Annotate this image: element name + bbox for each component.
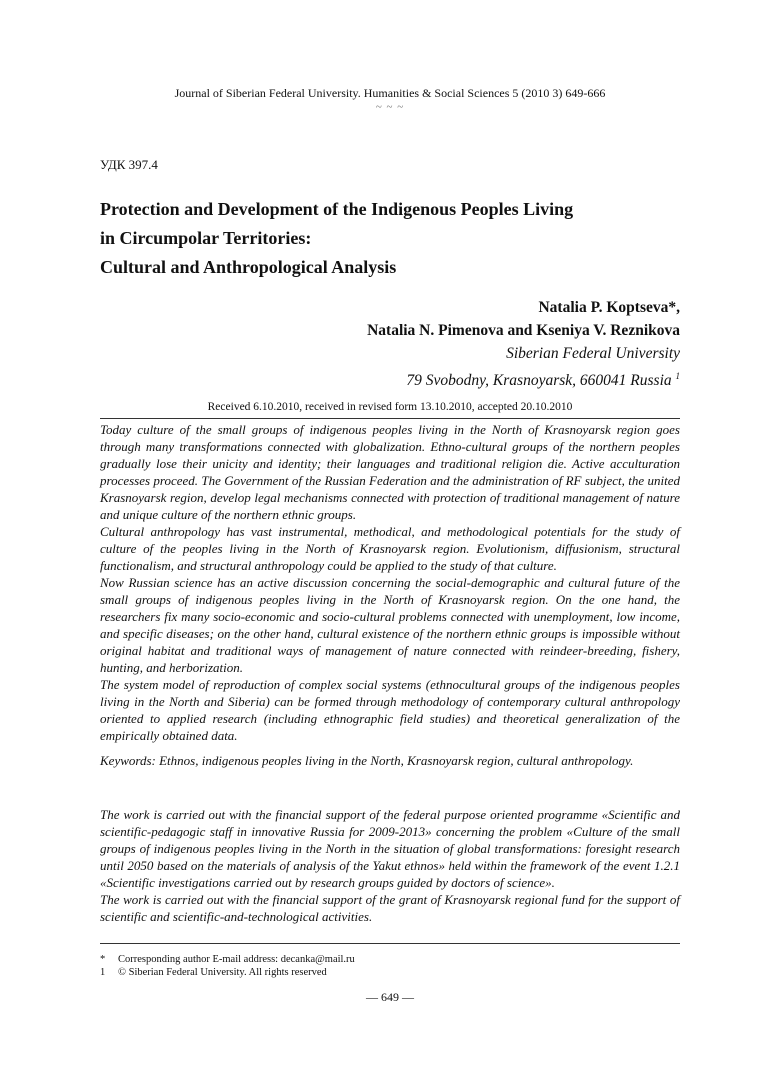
footnote-mark: *: [100, 954, 106, 965]
abstract-paragraph-2: Cultural anthropology has vast instrumental, methodical, and methodological potentials for the study of culture of the peoples living in the North of Krasnoyarsk region. Evolutionism, diffusionism, structural functionalism, and structural anthropology could be applied to the study of that culture.: [100, 524, 680, 573]
author-line-2: Natalia N. Pimenova and Kseniya V. Reznikova: [367, 322, 680, 339]
footnote-rule: [100, 943, 680, 944]
footnote-text: Corresponding author E-mail address: decanka@mail.ru: [118, 954, 355, 965]
title-line-2: in Circumpolar Territories:: [100, 228, 312, 248]
author-line-1: Natalia P. Koptseva*,: [538, 299, 680, 316]
footnote-mark: 1: [100, 967, 106, 978]
address: 79 Svobodny, Krasnoyarsk, 660041 Russia: [406, 372, 672, 390]
header-ornament: ~ ~ ~: [375, 101, 405, 113]
address-footnote-mark: 1: [675, 371, 680, 381]
title-line-3: Cultural and Anthropological Analysis: [100, 257, 397, 277]
footnote: [100, 953, 680, 966]
funding-paragraph-2: The work is carried out with the financial support of the grant of Krasnoyarsk regional fund for the support of scientific and scientific-and-technological activities.: [100, 892, 680, 924]
address-line: [200, 365, 680, 392]
abstract-paragraph-1: Today culture of the small groups of indigenous peoples living in the North of Krasnoyarsk region goes through many transformations connected with globalization. Ethno-cultural groups of the northern peoples gradually lose their unicity and identity; their languages and traditional religion die. Active acculturation processes proceed. The Government of the Russian Federation and the administration of RF subject, the united Krasnoyarsk region, develop legal mechanisms connected with protection of traditional management of nature and unique culture of the northern ethnic groups.: [100, 422, 680, 522]
udk-code: УДК 397.4: [100, 157, 158, 172]
author-block: [200, 296, 680, 392]
funding-note: [100, 806, 680, 925]
abstract-paragraph-4: The system model of reproduction of complex social systems (ethnocultural groups of the indigenous peoples living in the North and Siberia) can be formed through methodology of contemporary cultural anthropology oriented to applied research (including ethnographic field studies) and theoretical generalization of the empirically obtained data.: [100, 677, 680, 743]
footnote-text: © Siberian Federal University. All rights reserved: [118, 967, 327, 978]
footnote: [100, 966, 680, 979]
title-line-1: Protection and Development of the Indigenous Peoples Living: [100, 199, 574, 219]
funding-paragraph-1: The work is carried out with the financial support of the federal purpose oriented programme «Scientific and scientific-pedagogic staff in innovative Russia for 2009-2013» concerning the problem «Culture of the small groups of indigenous peoples living in the North in the situation of global transformations: foresight research until 2050 based on the materials of analysis of the Yakut ethnos» held within the framework of the event 1.2.1 «Scientific investigations carried out by research groups guided by doctors of science».: [100, 807, 680, 890]
abstract-paragraph-3: Now Russian science has an active discussion concerning the social-demographic and cultural future of the small groups of indigenous peoples living in the North of Krasnoyarsk region. On the one hand, the researchers fix many socio-economic and socio-cultural problems connected with unemployment, low income, and specific diseases; on the other hand, cultural existence of the northern ethnic groups is impossible without original habitat and traditional ways of management of nature connected with reindeer-breeding, fishery, hunting, and herborization.: [100, 575, 680, 675]
abstract-top-rule: [100, 418, 680, 419]
received-dates: Received 6.10.2010, received in revised form 13.10.2010, accepted 20.10.2010: [207, 401, 573, 413]
abstract: [100, 421, 680, 744]
keywords: Keywords: Ethnos, indigenous peoples living in the North, Krasnoyarsk region, cultural anthropology.: [100, 753, 634, 768]
journal-header: Journal of Siberian Federal University. Humanities & Social Sciences 5 (2010 3) 649-666: [174, 86, 606, 100]
page-number: — 649 —: [366, 990, 414, 1004]
article-title: [100, 195, 700, 282]
affiliation: Siberian Federal University: [506, 345, 680, 362]
footnotes: [100, 953, 680, 979]
